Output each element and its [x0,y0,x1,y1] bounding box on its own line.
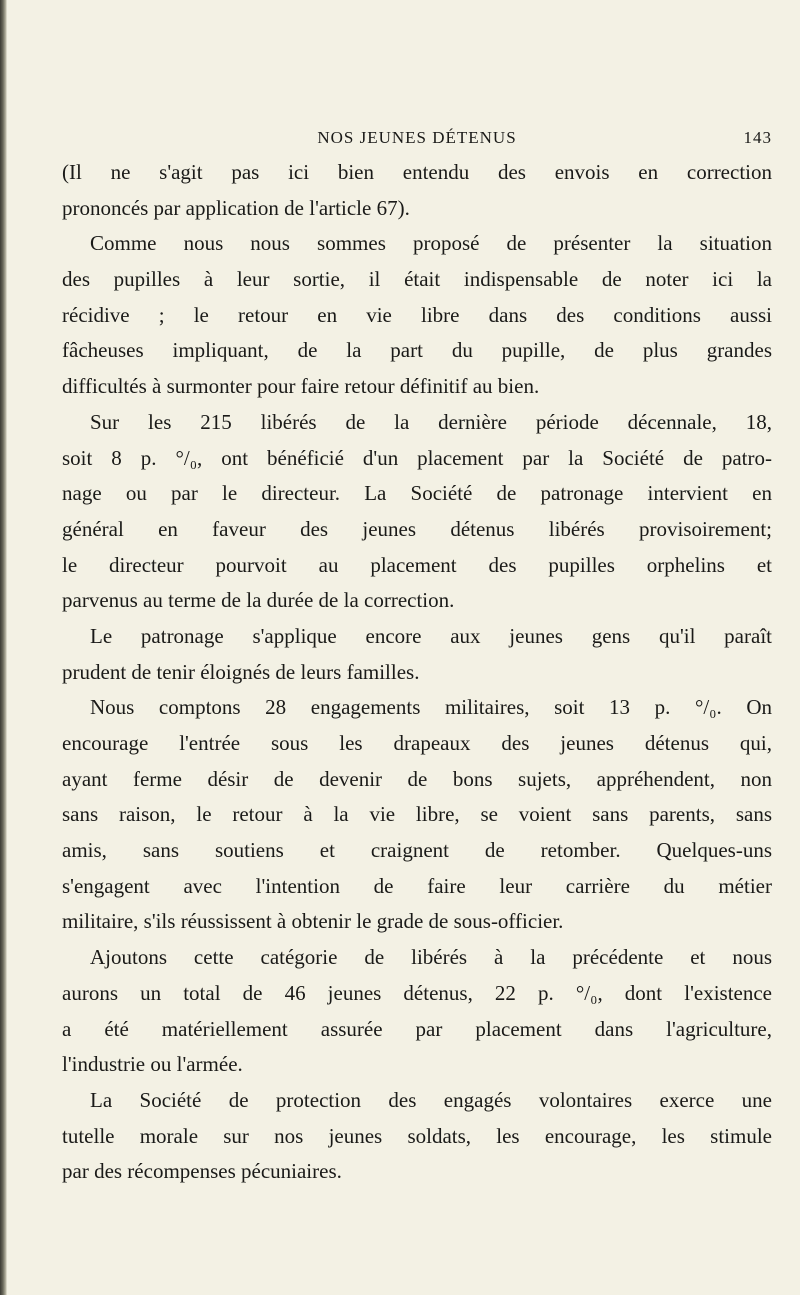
text-line: prononcés par application de l'article 67). [62,195,410,220]
text-line: La Société de protection des engagés volontaires exerce une [90,1087,772,1112]
text-line: prudent de tenir éloignés de leurs familles. [62,659,420,684]
text-line: tutelle morale sur nos jeunes soldats, les encourage, les stimule [62,1123,772,1148]
text-line: militaire, s'ils réussissent à obtenir le grade de sous-officier. [62,909,564,934]
text-line: par des récompenses pécuniaires. [62,1159,342,1184]
text-line: Nous comptons 28 engagements militaires, soit 13 p. °/₀. On [90,695,772,720]
text-line: a été matériellement assurée par placement dans l'agriculture, [62,1016,772,1041]
running-head-title: NOS JEUNES DÉTENUS [317,128,517,147]
text-line: Sur les 215 libérés de la dernière période décennale, 18, [90,409,772,434]
text-line: encourage l'entrée sous les drapeaux des jeunes détenus qui, [62,731,772,755]
page-number: 143 [743,128,772,147]
text-line: le directeur pourvoit au placement des pupilles orphelins et [62,552,772,577]
text-line: soit 8 p. °/₀, ont bénéficié d'un placement par la Société de patro- [62,445,772,470]
text-line: amis, sans soutiens et craignent de retomber. Quelques-uns [62,838,772,863]
text-line: récidive ; le retour en vie libre dans des conditions aussi [62,302,772,327]
text-line: aurons un total de 46 jeunes détenus, 22 p. °/₀, dont l'existence [62,980,772,1005]
text-line: fâcheuses impliquant, de la part du pupille, de plus grandes [62,338,772,363]
text-line: général en faveur des jeunes détenus libérés provisoirement; [62,516,772,541]
text-line: Comme nous nous sommes proposé de présenter la situation [90,231,772,256]
text-line: sans raison, le retour à la vie libre, se voient sans parents, sans [62,802,772,827]
text-line: (Il ne s'agit pas ici bien entendu des envois en correction [62,160,772,184]
text-line: ayant ferme désir de devenir de bons sujets, appréhendent, non [62,766,772,791]
text-line: Le patronage s'applique encore aux jeunes gens qu'il paraît [90,623,772,648]
text-line: s'engagent avec l'intention de faire leur carrière du métier [62,873,772,898]
text-line: nage ou par le directeur. La Société de patronage intervient en [62,481,772,506]
text-line: des pupilles à leur sortie, il était indispensable de noter ici la [62,267,772,292]
text-line: parvenus au terme de la durée de la correction. [62,588,455,613]
body-text [62,155,772,1190]
text-line: Ajoutons cette catégorie de libérés à la précédente et nous [90,945,772,970]
page-binding-edge [0,0,7,1295]
text-line: l'industrie ou l'armée. [62,1052,243,1077]
text-line: difficultés à surmonter pour faire retour définitif au bien. [62,374,540,399]
running-head [62,128,772,152]
